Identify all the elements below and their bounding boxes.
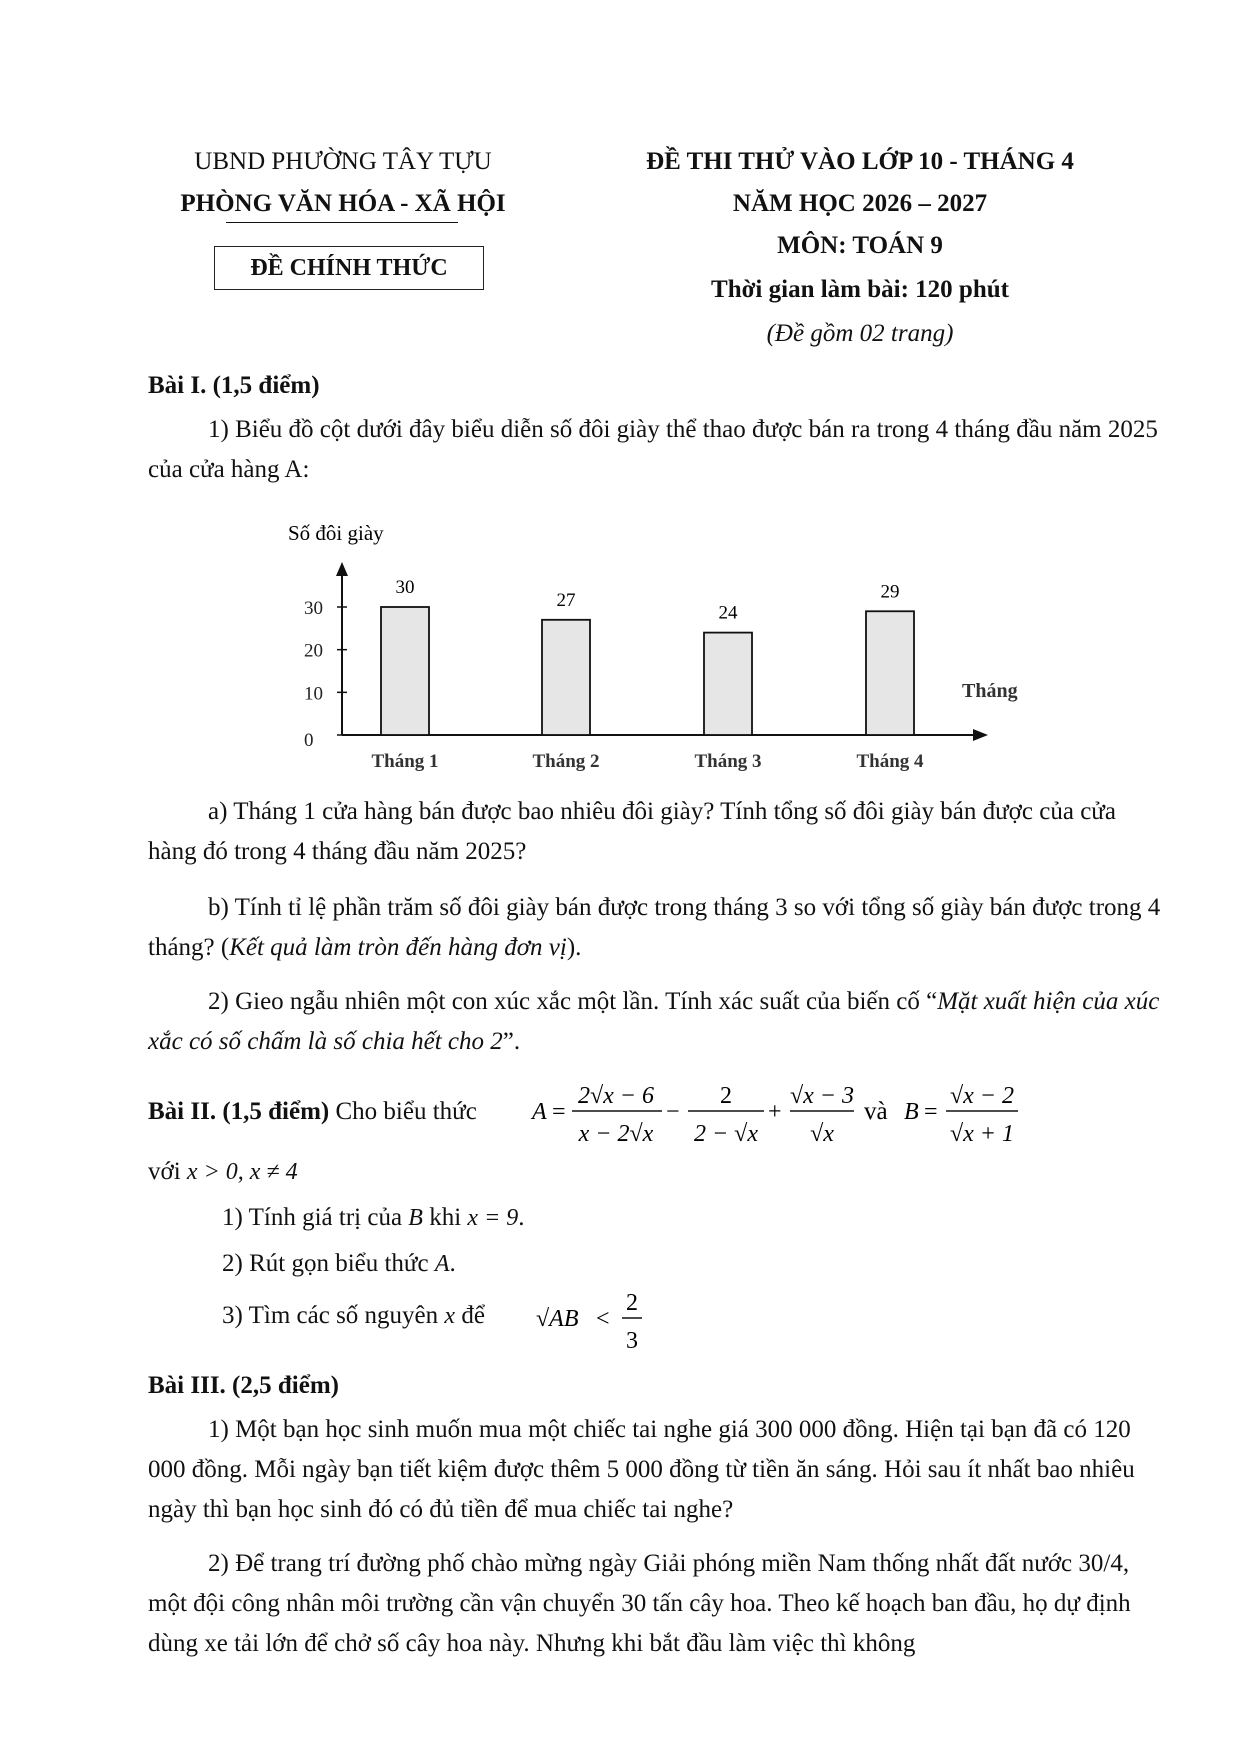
q3-a: 3) Tìm các số nguyên xyxy=(222,1302,439,1329)
lt-sign: < xyxy=(596,1306,610,1332)
formula-sqrtAB xyxy=(532,1284,652,1356)
q2-end-dot: . xyxy=(449,1250,456,1277)
org-name: UBND PHƯỜNG TÂY TỰU xyxy=(194,148,492,175)
section-1-qb xyxy=(148,888,1168,968)
q2-end: ”. xyxy=(502,1028,521,1055)
b-den: √x + 1 xyxy=(949,1121,1015,1147)
x-tick-label: Tháng 2 xyxy=(532,751,600,772)
frac-num: 2 xyxy=(626,1290,638,1316)
section-2-q2 xyxy=(222,1250,456,1278)
bar xyxy=(381,607,429,735)
y-tick-label: 20 xyxy=(304,640,323,662)
t2-num: 2 xyxy=(720,1083,732,1109)
official-badge: ĐỀ CHÍNH THỨC xyxy=(214,246,484,290)
y-tick-label: 0 xyxy=(304,730,314,751)
formula-eq-2: = xyxy=(924,1099,938,1125)
t2-den: 2 − √x xyxy=(693,1121,759,1147)
y-tick-label: 10 xyxy=(304,683,323,705)
x-tick-label: Tháng 3 xyxy=(694,751,762,772)
bar-data-label: 27 xyxy=(556,589,576,611)
q3-b: để xyxy=(461,1302,485,1329)
formula-eq: = xyxy=(552,1099,566,1125)
bar xyxy=(866,611,914,735)
section-2-condition xyxy=(148,1158,298,1186)
section-2-q1 xyxy=(222,1204,525,1232)
bar xyxy=(704,633,752,735)
t1-den: x − 2√x xyxy=(578,1121,654,1147)
formula-A-B xyxy=(528,1075,1048,1155)
section-2-intro: Cho biểu thức xyxy=(335,1098,477,1125)
section-1-title: Bài I. (1,5 điểm) xyxy=(148,372,320,399)
qb-text: b) Tính tỉ lệ phần trăm số đôi giày bán được trong tháng 3 so với tổng số giày bán được trong 4 tháng? ( xyxy=(148,894,1161,961)
qb-note: Kết quả làm tròn đến hàng đơn vị xyxy=(229,934,567,961)
y-tick-label: 30 xyxy=(304,598,323,619)
x-tick-label: Tháng 1 xyxy=(371,751,439,772)
section-1-q1: 1) Biểu đồ cột dưới đây biểu diễn số đôi giày thể thao được bán ra trong 4 tháng đầu năm 2025 của cửa hàng A: xyxy=(148,416,1158,483)
section-3-q2: 2) Để trang trí đường phố chào mừng ngày Giải phóng miền Nam thống nhất đất nước 30/4, một đội công nhân môi trường cần vận chuyển 30 tấn cây hoa. Theo kế hoạch ban đầu, họ dự định dùng xe tải lớn để chở số cây hoa này. Nhưng khi bắt đầu làm việc thì không xyxy=(148,1550,1131,1657)
department-name xyxy=(148,190,538,218)
condition-prefix: với xyxy=(148,1158,181,1185)
q1-a: 1) Tính giá trị của xyxy=(222,1204,403,1231)
bar xyxy=(542,620,590,735)
sqrtAB: √AB xyxy=(536,1306,579,1332)
formula-and: và xyxy=(864,1098,888,1125)
t3-den: √x xyxy=(810,1121,834,1147)
section-3-title: Bài III. (2,5 điểm) xyxy=(148,1372,339,1399)
q1-b: khi xyxy=(429,1204,462,1231)
q2-a: 2) Rút gọn biểu thức xyxy=(222,1250,429,1277)
formula-plus: + xyxy=(768,1099,782,1125)
x-tick-label: Tháng 4 xyxy=(856,751,924,772)
q2-var: A xyxy=(434,1251,450,1277)
subject: MÔN: TOÁN 9 xyxy=(777,232,943,259)
bar-data-label: 24 xyxy=(718,602,738,624)
q2-event: Mặt xuất hiện của xúc xắc có số chấm là số chia hết cho 2 xyxy=(148,988,1160,1055)
bar-chart xyxy=(270,510,1030,780)
bar-data-label: 29 xyxy=(880,581,900,603)
q2-text: 2) Gieo ngẫu nhiên một con xúc xắc một lần. Tính xác suất của biến cố “ xyxy=(208,988,938,1015)
t1-num: 2√x − 6 xyxy=(577,1083,655,1109)
section-2-heading xyxy=(148,1098,477,1126)
section-3-q1: 1) Một bạn học sinh muốn mua một chiếc tai nghe giá 300 000 đồng. Hiện tại bạn đã có 120 000 đồng. Mỗi ngày bạn tiết kiệm được thêm 5 000 đồng từ tiền ăn sáng. Hỏi sau ít nhất bao nhiêu ngày thì bạn học sinh đó có đủ tiền để mua chiếc tai nghe? xyxy=(148,1416,1135,1523)
section-2-q3 xyxy=(222,1302,485,1330)
section-2-title: Bài II. (1,5 điểm) xyxy=(148,1098,330,1125)
page-count-note: (Đề gồm 02 trang) xyxy=(766,320,954,347)
condition-expr: x > 0, x ≠ 4 xyxy=(186,1159,298,1185)
frac-den: 3 xyxy=(626,1328,638,1354)
q1-eq: x = 9 xyxy=(467,1205,519,1231)
bar-data-label: 30 xyxy=(395,577,415,598)
y-axis-arrow-icon xyxy=(336,562,348,576)
formula-A-var: A xyxy=(532,1099,547,1125)
section-1-q2 xyxy=(148,982,1168,1062)
b-num: √x − 2 xyxy=(949,1083,1015,1109)
q1-var: B xyxy=(408,1205,423,1231)
chart-x-label: Tháng xyxy=(962,680,1018,702)
x-axis-arrow-icon xyxy=(973,729,988,741)
chart-y-label: Số đôi giày xyxy=(288,521,384,545)
exam-title: ĐỀ THI THỬ VÀO LỚP 10 - THÁNG 4 xyxy=(646,148,1074,175)
q3-var: x xyxy=(444,1303,456,1329)
header-underline xyxy=(226,222,458,223)
section-1-qa: a) Tháng 1 cửa hàng bán được bao nhiêu đôi giày? Tính tổng số đôi giày bán được của cửa hàng đó trong 4 tháng đầu năm 2025? xyxy=(148,798,1116,865)
t3-num: √x − 3 xyxy=(789,1083,855,1109)
time-limit: Thời gian làm bài: 120 phút xyxy=(711,276,1009,303)
department-name-text: PHÒNG VĂN HÓA - XÃ HỘI xyxy=(180,190,506,217)
qb-end: ). xyxy=(566,934,582,961)
q1-end: . xyxy=(518,1204,525,1231)
school-year: NĂM HỌC 2026 – 2027 xyxy=(732,190,988,217)
formula-B-var: B xyxy=(904,1099,919,1125)
formula-minus: − xyxy=(666,1099,680,1125)
